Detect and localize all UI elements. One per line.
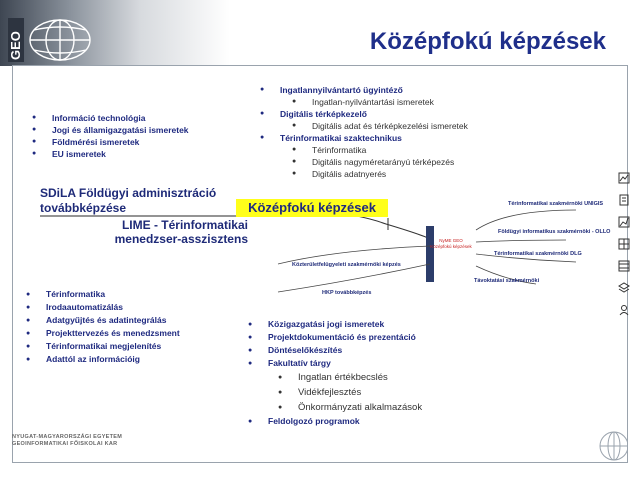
university-globe-icon: [596, 428, 628, 462]
mindmap-node-sdila: SDiLA Földügyi adminisztráció továbbképzése: [40, 186, 217, 215]
list-item: ● Földmérési ismeretek: [32, 136, 189, 148]
footer-institution: [12, 434, 122, 448]
left-bottom-list: [26, 288, 180, 366]
list-item: ● Térinformatikai szaktechnikus: [260, 132, 468, 144]
geo-logo: [8, 16, 128, 66]
list-item: ● Térinformatika: [26, 288, 180, 301]
list-item: ● Feldolgozó programok: [248, 415, 422, 428]
list-item: ● Digitális térképkezelő: [260, 108, 468, 120]
mindmap-branch: Közterületfelügyeleti szakmérnöki képzés: [292, 262, 401, 268]
list-item: ● Döntéselőkészítés: [248, 344, 422, 357]
sub-list-item: ● Digitális nagyméretarányú térképezés: [292, 156, 468, 168]
list-item: ● Információ technológia: [32, 112, 189, 124]
frame-divider: [12, 462, 628, 463]
footer-line: NYUGAT-MAGYARORSZÁGI EGYETEM: [12, 434, 123, 440]
sub-list-item: ● Térinformatika: [292, 144, 468, 156]
sub-list-item: ● Önkormányzati alkalmazások: [278, 400, 422, 415]
list-item: ● Ingatlannyilvántartó ügyintéző: [260, 84, 468, 96]
mindmap-hub-node: NyME GEO Középfokú képzések: [430, 238, 472, 249]
page-title: Középfokú képzések: [369, 28, 606, 55]
logo-text: GEO: [8, 31, 23, 60]
list-item: ● EU ismeretek: [32, 148, 189, 160]
frame-divider: [12, 65, 13, 463]
mindmap-node-lime: LIME - Térinformatikai menedzser-asszisztens: [114, 218, 248, 246]
mindmap-branch: Térinformatikai szakmérnöki DLG: [494, 251, 582, 257]
list-item: ● Közigazgatási jogi ismeretek: [248, 318, 422, 331]
slide-header: [0, 0, 640, 66]
document-icon[interactable]: [618, 194, 630, 206]
globe-icon: [30, 20, 90, 60]
right-bottom-list: [248, 318, 422, 428]
list-item: ● Adattól az információig: [26, 353, 180, 366]
sub-list-item: ● Vidékfejlesztés: [278, 385, 422, 400]
footer-line: GEOINFORMATIKAI FŐISKOLAI KAR: [12, 441, 118, 447]
mindmap-branch: HKP továbbképzés: [322, 290, 372, 296]
list-item: ● Irodaautomatizálás: [26, 301, 180, 314]
frame-divider: [12, 65, 628, 66]
person-icon[interactable]: [618, 304, 630, 316]
sub-list-item: ● Digitális adat és térképkezelési ismeretek: [292, 120, 468, 132]
sub-list-item: ● Ingatlan-nyilvántartási ismeretek: [292, 96, 468, 108]
left-top-list: [32, 112, 189, 160]
list-item: ● Térinformatikai megjelenítés: [26, 340, 180, 353]
list-item: ● Projekttervezés és menedzsment: [26, 327, 180, 340]
table-icon[interactable]: [618, 260, 630, 272]
list-item: ● Jogi és államigazgatási ismeretek: [32, 124, 189, 136]
right-top-list: [260, 84, 468, 180]
list-item: ● Projektdokumentáció és prezentáció: [248, 331, 422, 344]
sub-list-item: ● Ingatlan értékbecslés: [278, 370, 422, 385]
mindmap-branch: Földügyi informatikus szakmérnöki - OLLO: [498, 229, 611, 235]
list-item: ● Adatgyűjtés és adatintegrálás: [26, 314, 180, 327]
list-item: ● Fakultatív tárgy: [248, 357, 422, 370]
grid-icon[interactable]: [618, 238, 630, 250]
sub-list-item: ● Digitális adatnyerés: [292, 168, 468, 180]
map-icon[interactable]: [618, 172, 630, 184]
mindmap-center-node: Középfokú képzések: [236, 199, 388, 217]
mindmap-branch: Térinformatikai szakmérnöki UNIGIS: [508, 201, 604, 207]
chart-icon[interactable]: [618, 216, 630, 228]
layers-icon[interactable]: [618, 282, 630, 294]
mindmap-branch: Távoktatási szakmérnöki: [474, 278, 540, 284]
